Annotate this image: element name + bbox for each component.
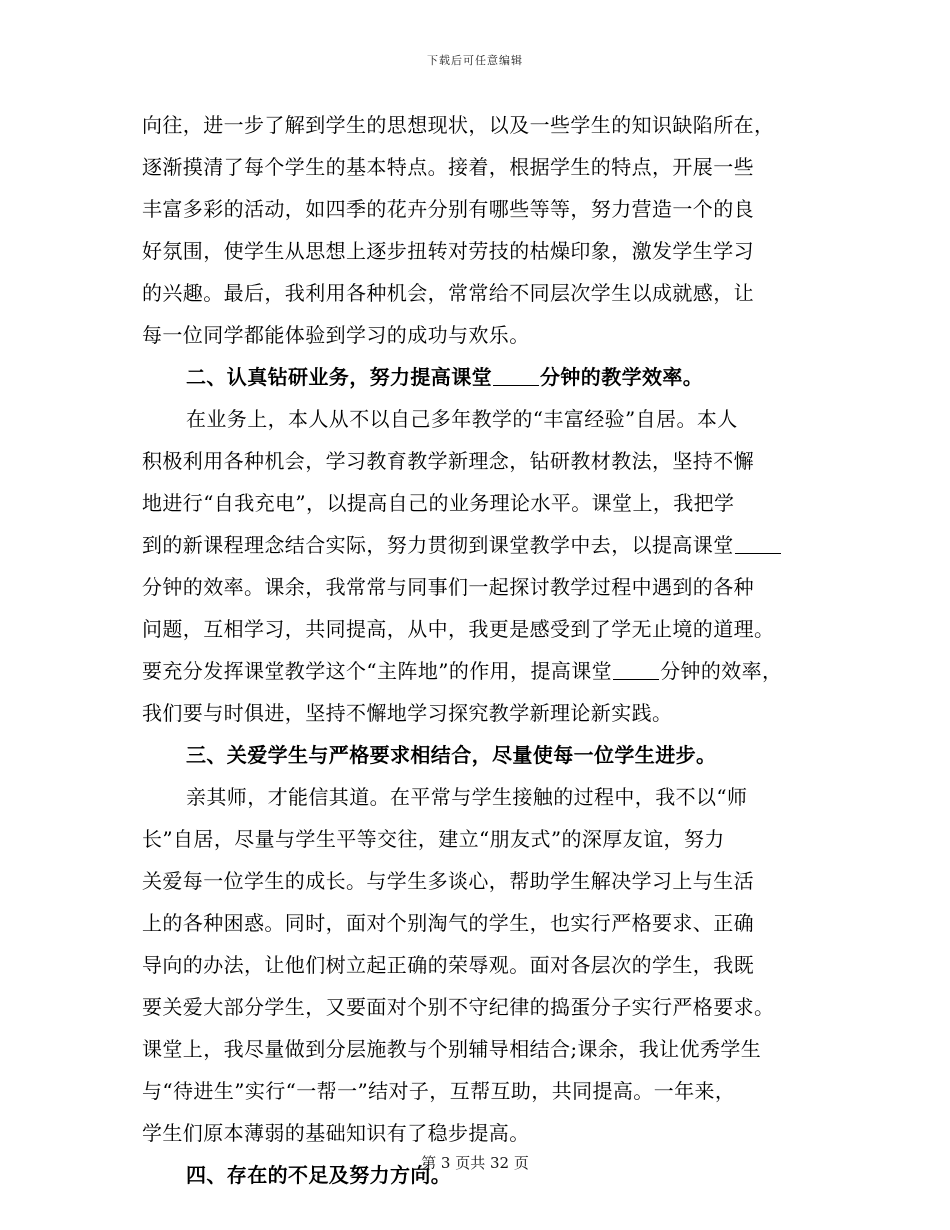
header-note: 下载后可任意编辑 [427, 54, 523, 67]
paragraph-line: 学生们原本薄弱的基础知识有了稳步提高。 [142, 1121, 530, 1145]
paragraph-line: 与“待进生”实行“一帮一”结对子，互帮互助，共同提高。一年来， [142, 1079, 736, 1103]
paragraph-line: 要关爱大部分学生，又要面对个别不守纪律的捣蛋分子实行严格要求。 [142, 995, 775, 1019]
line-text-part: 到的新课程理念结合实际，努力贯彻到课堂教学中去，以提高课堂 [142, 533, 734, 557]
paragraph-line: 课堂上，我尽量做到分层施教与个别辅导相结合;课余，我让优秀学生 [142, 1037, 762, 1061]
section-heading-2 [142, 356, 814, 398]
paragraph-line: 在业务上，本人从不以自己多年教学的“丰富经验”自居。本人 [186, 407, 738, 431]
paragraph-line: 丰富多彩的活动，如四季的花卉分别有哪些等等，努力营造一个的良 [142, 197, 754, 221]
paragraph-line: 积极利用各种机会，学习教育教学新理念，钻研教材教法，坚持不懈 [142, 449, 754, 473]
paragraph-line: 逐渐摸清了每个学生的基本特点。接着，根据学生的特点，开展一些 [142, 155, 754, 179]
paragraph-line: 关爱每一位学生的成长。与学生多谈心，帮助学生解决学习上与生活 [142, 869, 754, 893]
paragraph-line: 我们要与时俱进，坚持不懈地学习探究教学新理论新实践。 [142, 701, 673, 725]
paragraph-line: 问题，互相学习，共同提高，从中，我更是感受到了学无止境的道理。 [142, 617, 775, 641]
heading-text-part: 二、认真钻研业务，努力提高课堂 [186, 365, 492, 389]
paragraph-line: 上的各种困惑。同时，面对个别淘气的学生，也实行严格要求、正确 [142, 911, 754, 935]
paragraph-line: 向往，进一步了解到学生的思想现状，以及一些学生的知识缺陷所在， [142, 113, 775, 137]
line-text-part: 要充分发挥课堂教学这个“主阵地”的作用，提高课堂 [142, 659, 613, 683]
fill-in-blank [735, 552, 781, 554]
page-footer: 第 3 页共 32 页 [421, 1154, 529, 1172]
paragraph-line: 长”自居，尽量与学生平等交往，建立“朋友式”的深厚友谊，努力 [142, 827, 725, 851]
paragraph-line: 每一位同学都能体验到学习的成功与欢乐。 [142, 323, 530, 347]
paragraph-line: 好氛围，使学生从思想上逐步扭转对劳技的枯燥印象，激发学生学习 [142, 239, 754, 263]
paragraph-line: 导向的办法，让他们树立起正确的荣辱观。面对各层次的学生，我既 [142, 953, 754, 977]
paragraph-line: 的兴趣。最后，我利用各种机会，常常给不同层次学生以成就感，让 [142, 281, 754, 305]
paragraph-line [142, 650, 814, 692]
fill-in-blank [613, 678, 659, 680]
fill-in-blank [493, 384, 539, 386]
heading-text-part: 分钟的教学效率。 [540, 365, 704, 389]
section-heading-4: 四、存在的不足及努力方向。 [186, 1163, 452, 1187]
paragraph-line [142, 524, 814, 566]
paragraph-line: 亲其师，才能信其道。在平常与学生接触的过程中，我不以“师 [186, 785, 748, 809]
line-text-part: 分钟的效率， [660, 659, 783, 683]
document-body [142, 104, 814, 1196]
paragraph-line: 地进行“自我充电”，以提高自己的业务理论水平。课堂上，我把学 [142, 491, 735, 515]
section-heading-3: 三、关爱学生与严格要求相结合，尽量使每一位学生进步。 [186, 743, 717, 767]
paragraph-line: 分钟的效率。课余，我常常与同事们一起探讨教学过程中遇到的各种 [142, 575, 754, 599]
